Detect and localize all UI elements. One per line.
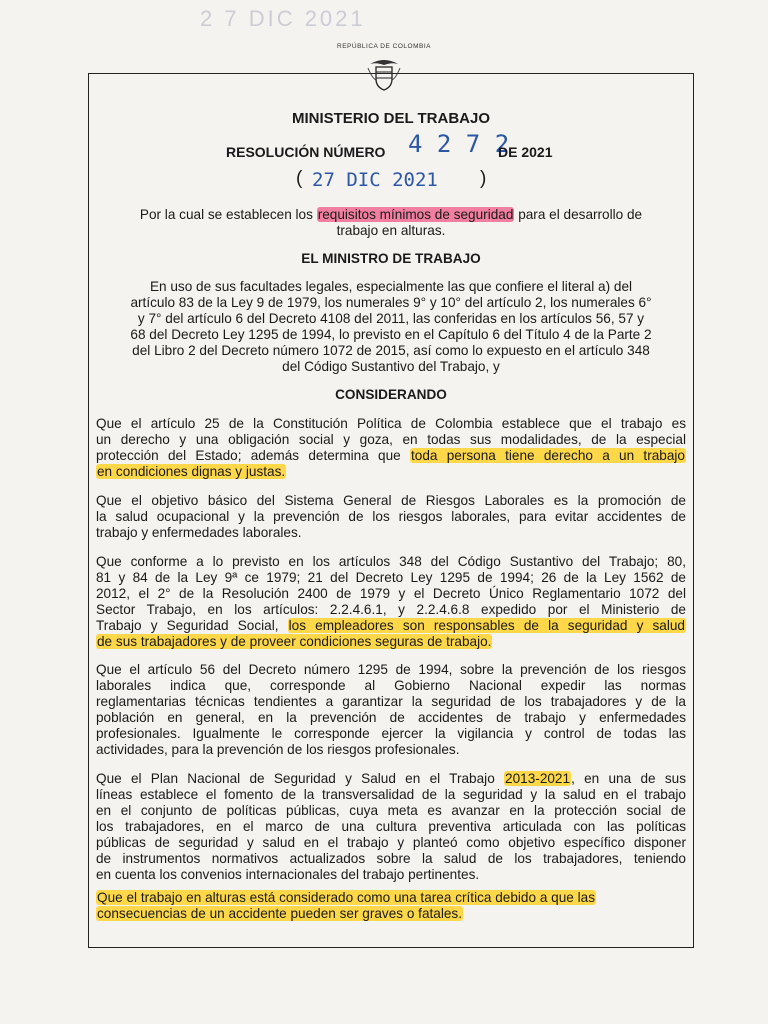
- p5-line: los trabajadores, en el marco de una cultura preventiva articulada con las políticas: [96, 819, 686, 834]
- p6-highlight: Que el trabajo en alturas está considerado como una tarea crítica debido a que las: [97, 890, 595, 905]
- p1-line: protección del Estado; además determina que toda persona tiene derecho a un trabajo: [96, 448, 685, 463]
- resolucion-label: RESOLUCIÓN NÚMERO: [226, 144, 386, 160]
- autoridad-line: artículo 83 de la Ley 9 de 1979, los numerales 9° y 10° del artículo 2, los numerales 6°: [130, 295, 652, 310]
- autoridad-line: del Código Sustantivo del Trabajo, y: [282, 359, 500, 374]
- p5-line: líneas establece el fomento de la transversalidad de la seguridad y la salud en el trabajo: [96, 787, 686, 802]
- p3-line: Sector Trabajo, en los artículos: 2.2.4.6.1, y 2.2.4.6.8 expedido por el Ministerio de: [96, 602, 686, 617]
- resolucion-number: 4 2 7 2: [408, 130, 510, 158]
- p3-line: 81 y 84 de la Ley 9ª ce 1979; 21 del Decreto Ley 1295 de 1994; 26 de la Ley 1562 de: [96, 570, 686, 585]
- p5-highlight: 2013-2021: [505, 771, 571, 786]
- autoridad-line: 68 del Decreto Ley 1295 de 1994, lo previsto en el Capítulo 6 del Título 4 de la Parte 2: [130, 327, 652, 342]
- p3-line: Que conforme a lo previsto en los artículos 348 del Código Sustantivo del Trabajo; 80,: [96, 554, 686, 569]
- resolucion-year: DE 2021: [498, 144, 553, 160]
- ministerio-title: MINISTERIO DEL TRABAJO: [291, 110, 491, 127]
- p5-line: públicas de seguridad y salud en el trabajo y planteó como objetivo específico disponer: [96, 835, 686, 850]
- stamp-bleed-through: 2 7 DIC 2021: [200, 6, 366, 31]
- p3-line: Trabajo y Seguridad Social, los empleadores son responsables de la seguridad y salud: [96, 618, 685, 633]
- p5-line: de instrumentos normativos actualizados sobre la salud de los trabajadores, teniendo: [96, 851, 686, 866]
- p5-line: en cuenta los convenios internacionales del trabajo pertinentes.: [96, 867, 480, 882]
- asunto-line-1: Por la cual se establecen los requisitos mínimos de seguridad para el desarrollo de: [139, 207, 643, 222]
- autoridad-line: del Libro 2 del Decreto número 1072 de 2015, así como lo expuesto en el artículo 348: [132, 343, 650, 358]
- p4-line: Que el artículo 56 del Decreto número 1295 de 1994, sobre la prevención de los riesgos: [96, 662, 686, 677]
- considerando-title: CONSIDERANDO: [335, 387, 447, 402]
- p1-line: [96, 464, 686, 480]
- ministro-title: EL MINISTRO DE TRABAJO: [301, 251, 481, 266]
- republica-label: REPÚBLICA DE COLOMBIA: [337, 43, 431, 50]
- p3-highlight: de sus trabajadores y de proveer condiciones seguras de trabajo.: [97, 634, 492, 649]
- p4-line: reglamentarias técnicas tendientes a garantizar la seguridad de los trabajadores y de la: [96, 694, 686, 709]
- resolucion-line: [96, 130, 686, 164]
- p3-line: [96, 634, 686, 650]
- p6-line: [96, 890, 686, 906]
- p1-line: Que el artículo 25 de la Constitución Política de Colombia establece que el trabajo es: [96, 416, 686, 431]
- autoridad-line: En uso de sus facultades legales, especialmente las que confiere el literal a) del: [149, 279, 633, 294]
- p6-highlight: consecuencias de un accidente pueden ser graves o fatales.: [97, 906, 463, 921]
- asunto-line-2: trabajo en alturas.: [336, 223, 446, 238]
- p4-line: profesionales. Igualmente le corresponde ejercer la vigilancia y control de todas las: [96, 726, 686, 741]
- p1-line: un derecho y una obligación social y goza, en todas sus modalidades, de la especial: [96, 432, 686, 447]
- p2-line: trabajo y enfermedades laborales.: [96, 525, 302, 540]
- p4-line: laborales indica que, corresponde al Gobierno Nacional expedir las normas: [96, 678, 686, 693]
- p2-line: la salud ocupacional y la prevención de los riesgos laborales, para evitar accidentes de: [96, 509, 686, 524]
- p4-line: actividades, para la prevención de los riesgos profesionales.: [96, 742, 460, 757]
- p1-highlight: en condiciones dignas y justas.: [97, 464, 286, 479]
- p5-line: Que el Plan Nacional de Seguridad y Salud en el Trabajo 2013-2021, en una de sus: [96, 771, 686, 786]
- fecha-stamp: 27 DIC 2021: [312, 169, 438, 191]
- p6-line: [96, 906, 686, 922]
- asunto-highlight: requisitos mínimos de seguridad: [317, 207, 514, 222]
- p4-line: población en general, en la prevención de accidentes de trabajo y enfermedades: [96, 710, 686, 725]
- p2-line: Que el objetivo básico del Sistema General de Riesgos Laborales es la promoción de: [96, 493, 686, 508]
- fecha-line: ( 27 DIC 2021 ): [296, 168, 487, 191]
- p3-line: 2012, el 2° de la Resolución 2400 de 1979 y el Decreto Único Reglamentario 1072 del: [96, 586, 686, 601]
- autoridad-line: y 7° del artículo 6 del Decreto 4108 del 2011, las conferidas en los artículos 56, 57 y: [137, 311, 645, 326]
- p1-highlight: toda persona tiene derecho a un trabajo: [411, 448, 685, 463]
- p3-highlight: los empleadores son responsables de la seguridad y salud: [288, 618, 685, 633]
- p5-line: en el conjunto de políticas públicas, cuya meta es avanzar en la protección social de: [96, 803, 686, 818]
